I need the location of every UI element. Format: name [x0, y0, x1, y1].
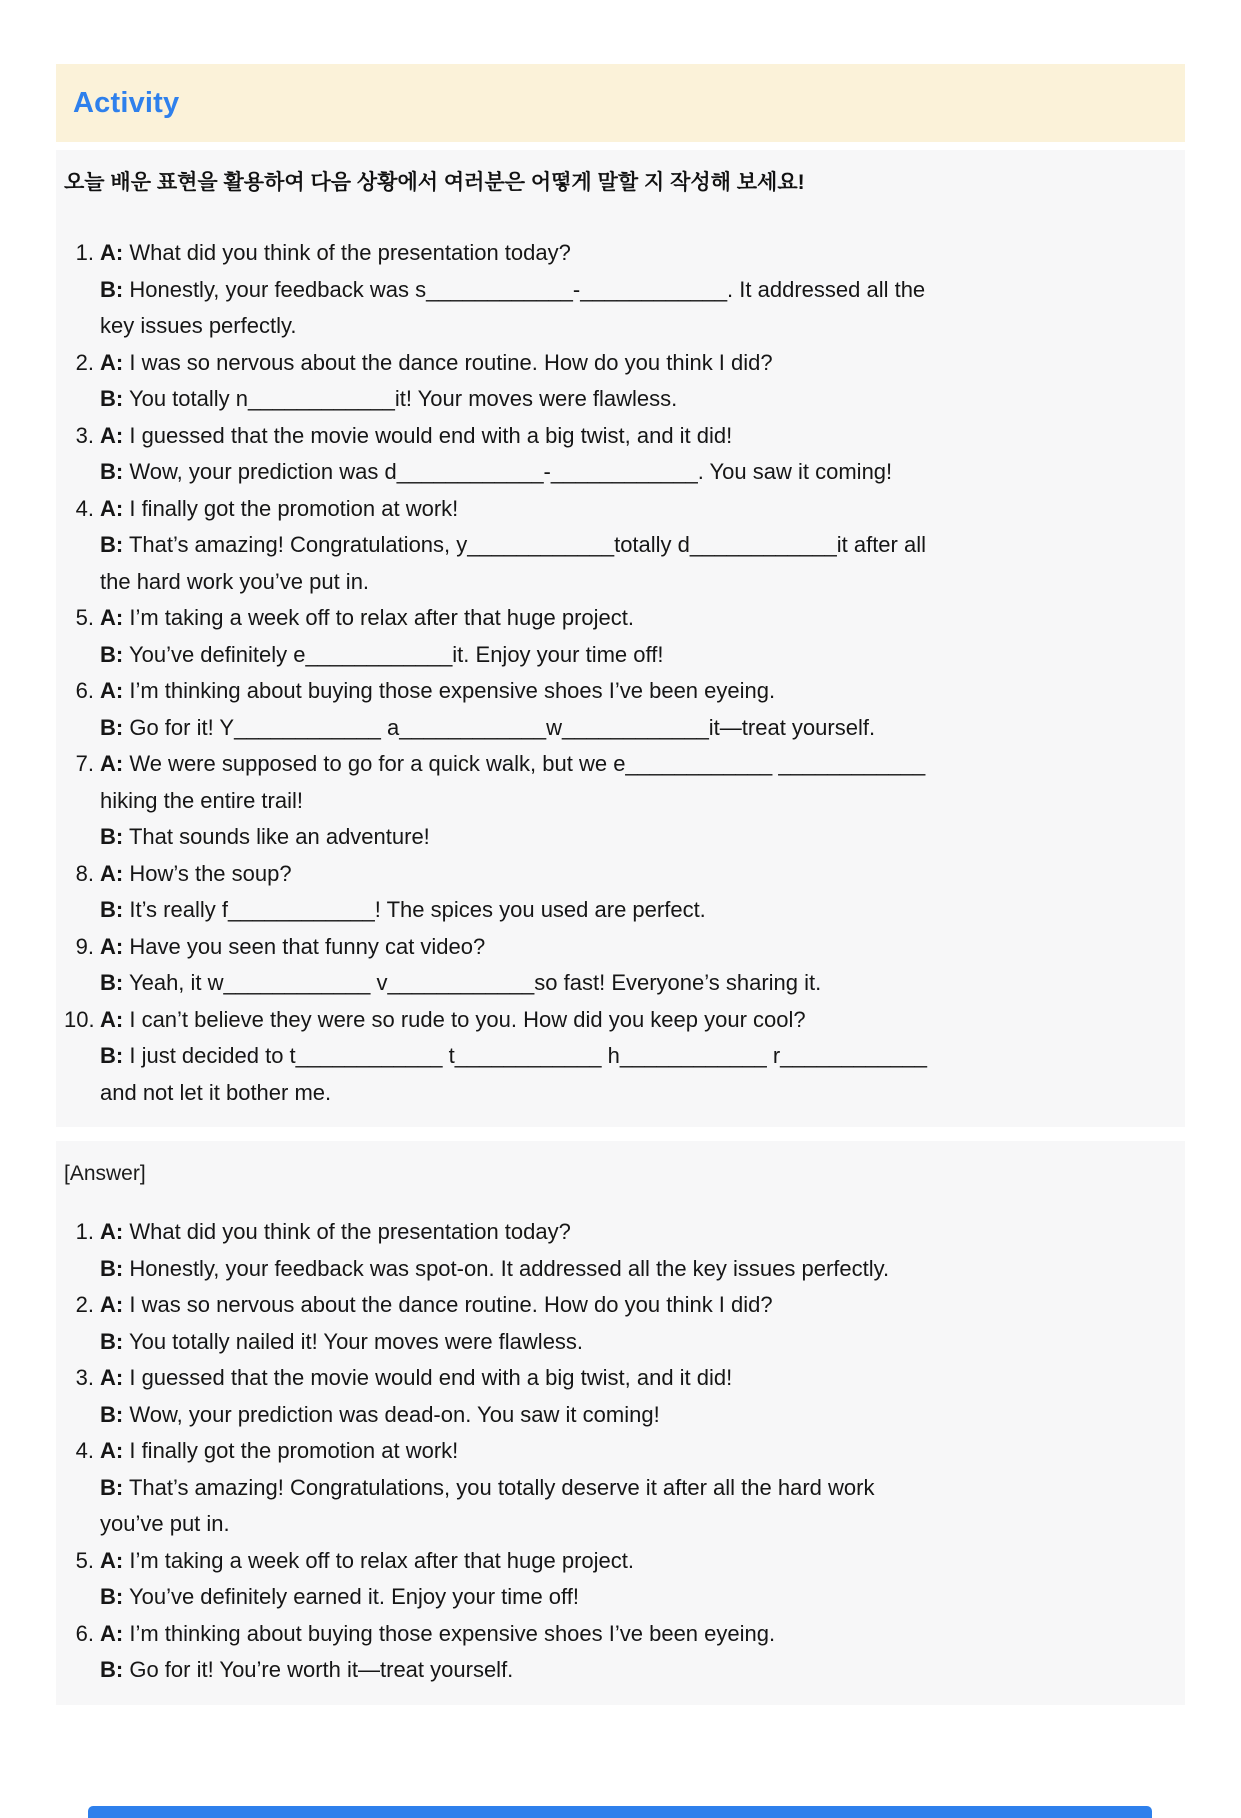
speaker-label: B:	[100, 1328, 124, 1354]
dialogue-line: A: I was so nervous about the dance routine. How do you think I did?	[100, 1292, 773, 1317]
dialogue-line: A: Have you seen that funny cat video?	[100, 933, 486, 959]
speaker-label: B:	[100, 532, 124, 557]
dialogue-line: B: Wow, your prediction was dead-on. You saw it coming!	[100, 1401, 660, 1427]
next-section-divider-bar	[88, 1806, 1152, 1818]
dialogue-line: A: We were supposed to go for a quick walk, but we e____________ ____________	[100, 751, 926, 776]
dialogue-line: B: You’ve definitely e____________it. Enjoy your time off!	[100, 641, 664, 667]
item-number: 1.	[75, 1219, 94, 1244]
speaker-label: A:	[100, 605, 124, 630]
speaker-label: A:	[100, 1219, 124, 1244]
dialogue-line: A: What did you think of the presentation today?	[100, 240, 571, 265]
dialogue-line: B: You totally nailed it! Your moves were flawless.	[100, 1328, 584, 1354]
dialogue-line: A: I finally got the promotion at work!	[100, 495, 459, 521]
item-number: 4.	[75, 1438, 94, 1463]
dialogue-item	[64, 345, 1175, 418]
dialogue-line: you’ve put in.	[100, 1511, 230, 1536]
dialogue-item	[64, 856, 1175, 929]
dialogue-item	[64, 746, 1175, 856]
dialogue-line: B: It’s really f____________! The spices you used are perfect.	[100, 897, 706, 922]
dialogue-line: B: Yeah, it w____________ v____________so fast! Everyone’s sharing it.	[100, 970, 822, 995]
dialogue-line: B: That sounds like an adventure!	[100, 824, 430, 849]
dialogue-line: A: I finally got the promotion at work!	[100, 1438, 459, 1463]
dialogue-line: A: I’m thinking about buying those expensive shoes I’ve been eyeing.	[100, 1620, 776, 1646]
worksheet-document	[0, 64, 1241, 1705]
speaker-label: A:	[100, 1006, 124, 1032]
dialogue-line: B: You’ve definitely earned it. Enjoy your time off!	[100, 1584, 579, 1609]
speaker-label: A:	[100, 240, 124, 265]
item-number: 2.	[75, 1292, 94, 1317]
dialogue-item	[64, 600, 1175, 673]
activity-title: Activity	[73, 86, 180, 119]
speaker-label: A:	[100, 1438, 124, 1463]
speaker-label: B:	[100, 714, 124, 740]
speaker-label: A:	[100, 1365, 124, 1390]
speaker-label: B:	[100, 386, 124, 411]
dialogue-line: the hard work you’ve put in.	[100, 568, 370, 594]
dialogue-line: B: That’s amazing! Congratulations, y____________totally d____________it after all	[100, 532, 926, 557]
dialogue-line: A: I’m taking a week off to relax after that huge project.	[100, 605, 634, 630]
dialogue-item	[64, 1433, 1175, 1543]
dialogue-line: key issues perfectly.	[100, 313, 297, 338]
dialogue-line: A: I’m thinking about buying those expensive shoes I’ve been eyeing.	[100, 678, 776, 703]
speaker-label: B:	[100, 1474, 124, 1500]
item-number: 3.	[75, 422, 94, 448]
dialogue-item	[64, 1616, 1175, 1689]
dialogue-line: B: Honestly, your feedback was spot-on. It addressed all the key issues perfectly.	[100, 1255, 890, 1281]
dialogue-line: B: Go for it! Y____________ a____________w____________it—treat yourself.	[100, 714, 876, 740]
item-number: 10.	[64, 1006, 95, 1032]
speaker-label: B:	[100, 641, 124, 667]
dialogue-line: B: Wow, your prediction was d____________-____________. You saw it coming!	[100, 459, 893, 484]
speaker-label: A:	[100, 678, 124, 703]
answers-list	[64, 1214, 1175, 1689]
speaker-label: B:	[100, 1657, 124, 1682]
dialogue-item	[64, 1002, 1175, 1112]
activity-header-band	[56, 64, 1185, 142]
speaker-label: B:	[100, 276, 124, 302]
speaker-label: B:	[100, 897, 124, 922]
item-number: 4.	[75, 495, 94, 521]
speaker-label: A:	[100, 422, 124, 448]
speaker-label: B:	[100, 459, 124, 484]
speaker-label: A:	[100, 751, 124, 776]
speaker-label: B:	[100, 1043, 124, 1068]
dialogue-item	[64, 929, 1175, 1002]
dialogue-line: A: I guessed that the movie would end with a big twist, and it did!	[100, 1365, 733, 1390]
dialogue-line: B: That’s amazing! Congratulations, you totally deserve it after all the hard work	[100, 1474, 875, 1500]
instruction-text: 오늘 배운 표현을 활용하여 다음 상황에서 여러분은 어떻게 말할 지 작성해 보세요!	[64, 171, 805, 194]
dialogue-item	[64, 1214, 1175, 1287]
item-number: 7.	[75, 751, 94, 776]
dialogue-line: A: I was so nervous about the dance routine. How do you think I did?	[100, 349, 773, 375]
speaker-label: A:	[100, 349, 124, 375]
item-number: 6.	[75, 678, 94, 703]
dialogue-line: hiking the entire trail!	[100, 787, 303, 813]
speaker-label: A:	[100, 860, 124, 886]
item-number: 9.	[75, 933, 94, 959]
dialogue-item	[64, 1287, 1175, 1360]
speaker-label: B:	[100, 1255, 124, 1281]
speaker-label: A:	[100, 1547, 124, 1573]
speaker-label: A:	[100, 1292, 124, 1317]
item-number: 6.	[75, 1620, 94, 1646]
item-number: 1.	[75, 240, 94, 265]
dialogue-line: B: Go for it! You’re worth it—treat yourself.	[100, 1657, 514, 1682]
speaker-label: A:	[100, 495, 124, 521]
speaker-label: A:	[100, 1620, 124, 1646]
dialogue-line: and not let it bother me.	[100, 1079, 332, 1105]
item-number: 3.	[75, 1365, 94, 1390]
dialogue-line: B: Honestly, your feedback was s____________-____________. It addressed all the	[100, 276, 926, 302]
dialogue-item	[64, 1360, 1175, 1433]
dialogue-line: A: What did you think of the presentation today?	[100, 1219, 571, 1244]
speaker-label: A:	[100, 933, 124, 959]
dialogue-item	[64, 491, 1175, 601]
dialogue-line: B: I just decided to t____________ t____________ h____________ r____________	[100, 1043, 927, 1068]
dialogue-line: A: I’m taking a week off to relax after that huge project.	[100, 1547, 634, 1573]
dialogue-line: A: I can’t believe they were so rude to you. How did you keep your cool?	[100, 1006, 806, 1032]
speaker-label: B:	[100, 1401, 124, 1427]
dialogue-item	[64, 235, 1175, 345]
dialogue-line: A: I guessed that the movie would end with a big twist, and it did!	[100, 422, 733, 448]
dialogue-line: B: You totally n____________it! Your moves were flawless.	[100, 386, 678, 411]
item-number: 5.	[75, 605, 94, 630]
answer-section-label: [Answer]	[64, 1162, 146, 1185]
item-number: 5.	[75, 1547, 94, 1573]
questions-panel	[56, 150, 1185, 1127]
speaker-label: B:	[100, 1584, 124, 1609]
speaker-label: B:	[100, 824, 124, 849]
questions-list	[64, 235, 1175, 1111]
dialogue-item	[64, 673, 1175, 746]
dialogue-item	[64, 1543, 1175, 1616]
dialogue-line: A: How’s the soup?	[100, 860, 292, 886]
speaker-label: B:	[100, 970, 124, 995]
item-number: 8.	[75, 860, 94, 886]
answers-panel	[56, 1141, 1185, 1705]
item-number: 2.	[75, 349, 94, 375]
dialogue-item	[64, 418, 1175, 491]
